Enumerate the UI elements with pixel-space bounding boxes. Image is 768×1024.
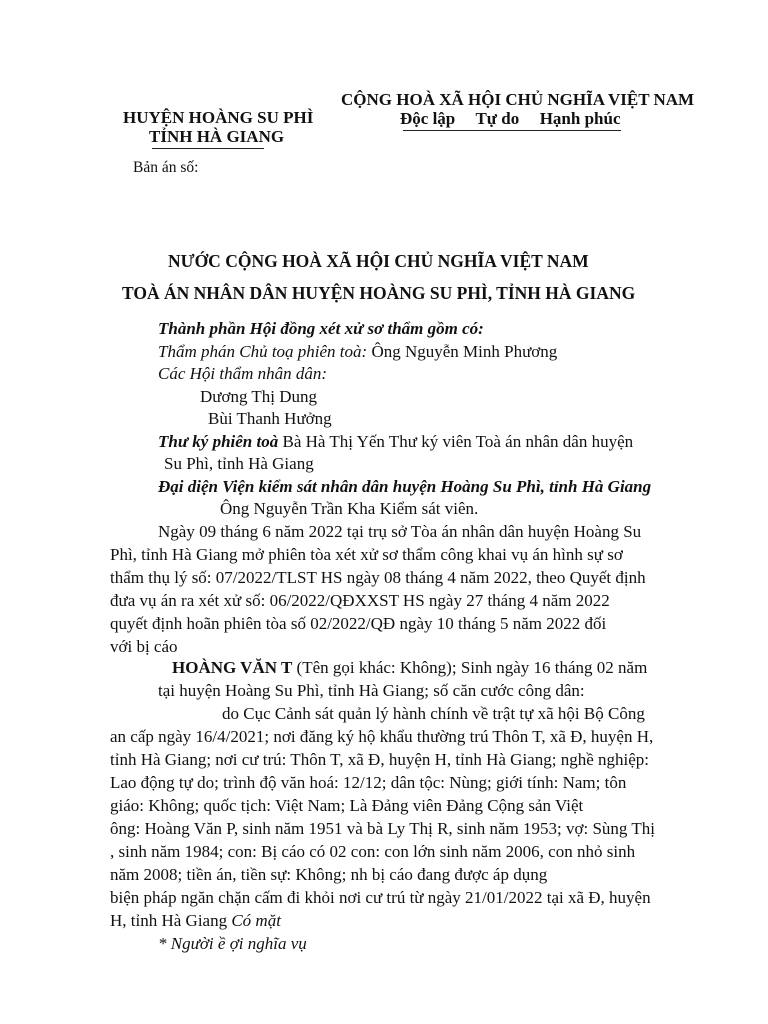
procuracy-name: Ông Nguyễn Trần Kha Kiểm sát viên.: [220, 499, 479, 518]
agency-underline: [152, 148, 264, 149]
judge-line: [158, 341, 557, 363]
para2-line-5: Lao động tự do; trình độ văn hoá: 12/12; dân tộc: Nùng; giới tính: Nam; tôn: [110, 773, 627, 792]
motto-happiness: Hạnh phúc: [539, 109, 621, 128]
assessor-1: Dương Thị Dung: [200, 387, 318, 406]
defendant-info: (Tên gọi khác: Không); Sinh ngày 16 tháng 02 năm: [292, 658, 648, 677]
clerk-label: Thư ký phiên toà: [158, 432, 279, 451]
para2-line-9: năm 2008; tiền án, tiền sự: Không; nh bị cáo đang được áp dụng: [110, 865, 548, 884]
procuracy-label: Đại diện Viện kiểm sát nhân dân huyện Hoàng Su Phì, tỉnh Hà Giang: [158, 477, 652, 496]
defendant-name: HOÀNG VĂN T: [172, 658, 293, 677]
assessors-label: Các Hội thẩm nhân dân:: [158, 364, 328, 383]
para2-line-2: do Cục Cảnh sát quản lý hành chính về trật tự xã hội Bộ Công: [222, 704, 645, 723]
para3-line-1: * Người ề ợi nghĩa vụ: [158, 934, 307, 953]
agency-line-2: TỈNH HÀ GIANG: [149, 127, 285, 146]
judge-name: Ông Nguyễn Minh Phương: [367, 342, 558, 361]
title-nation: NƯỚC CỘNG HOÀ XÃ HỘI CHỦ NGHĨA VIỆT NAM: [168, 251, 589, 271]
para2-line-7: ông: Hoàng Văn P, sinh năm 1951 và bà Ly Thị R, sinh năm 1953; vợ: Sùng Thị: [110, 819, 655, 838]
residence-end: H, tỉnh Hà Giang: [110, 911, 232, 930]
agency-line-1: HUYỆN HOÀNG SU PHÌ: [123, 108, 314, 127]
para1-line-6: với bị cáo: [110, 637, 178, 656]
present-status: Có mặt: [231, 911, 281, 930]
motto-independence: Độc lập: [400, 109, 456, 128]
para2-line-10: biện pháp ngăn chặn cấm đi khỏi nơi cư trú từ ngày 21/01/2022 tại xã Đ, huyện: [110, 888, 651, 907]
judge-label: Thẩm phán Chủ toạ phiên toà:: [158, 342, 368, 361]
para1-line-2: Phì, tỉnh Hà Giang mở phiên tòa xét xử sơ thẩm công khai vụ án hình sự sơ: [110, 545, 623, 564]
verdict-number: Bản án số:: [133, 159, 199, 176]
para1-line-5: quyết định hoãn phiên tòa số 02/2022/QĐ ngày 10 tháng 5 năm 2022 đối: [110, 614, 607, 633]
para1-line-1: Ngày 09 tháng 6 năm 2022 tại trụ sở Tòa án nhân dân huyện Hoàng Su: [158, 522, 642, 541]
assessor-2: Bùi Thanh Hưởng: [208, 409, 332, 428]
para2-line-8: , sinh năm 1984; con: Bị cáo có 02 con: con lớn sinh năm 2006, con nhỏ sinh: [110, 842, 636, 861]
para2-line-6: giáo: Không; quốc tịch: Việt Nam; Là Đảng viên Đảng Cộng sản Việt: [110, 796, 584, 815]
motto-freedom: Tự do: [475, 109, 520, 128]
nation-heading: CỘNG HOÀ XÃ HỘI CHỦ NGHĨA VIỆT NAM: [341, 90, 695, 109]
motto-underline: [403, 130, 621, 131]
clerk-continuation: Su Phì, tỉnh Hà Giang: [164, 454, 314, 473]
motto: [400, 109, 621, 129]
clerk-line: [158, 431, 633, 453]
para2-line-11: [110, 910, 281, 932]
panel-heading: Thành phần Hội đồng xét xử sơ thẩm gồm có:: [158, 319, 484, 338]
para2-line-1: tại huyện Hoàng Su Phì, tỉnh Hà Giang; số căn cước công dân:: [158, 681, 585, 700]
para2-line-3: an cấp ngày 16/4/2021; nơi đăng ký hộ khẩu thường trú Thôn T, xã Đ, huyện H,: [110, 727, 654, 746]
para1-line-3: thẩm thụ lý số: 07/2022/TLST HS ngày 08 tháng 4 năm 2022, theo Quyết định: [110, 568, 646, 587]
clerk-text: Bà Hà Thị Yến Thư ký viên Toà án nhân dân huyện: [278, 432, 634, 451]
para2-line-4: tỉnh Hà Giang; nơi cư trú: Thôn T, xã Đ, huyện H, tỉnh Hà Giang; nghề nghiệp:: [110, 750, 649, 769]
defendant-line: [172, 657, 647, 679]
para1-line-4: đưa vụ án ra xét xử số: 06/2022/QĐXXST HS ngày 27 tháng 4 năm 2022: [110, 591, 610, 610]
title-court: TOÀ ÁN NHÂN DÂN HUYỆN HOÀNG SU PHÌ, TỈNH HÀ GIANG: [122, 283, 636, 303]
